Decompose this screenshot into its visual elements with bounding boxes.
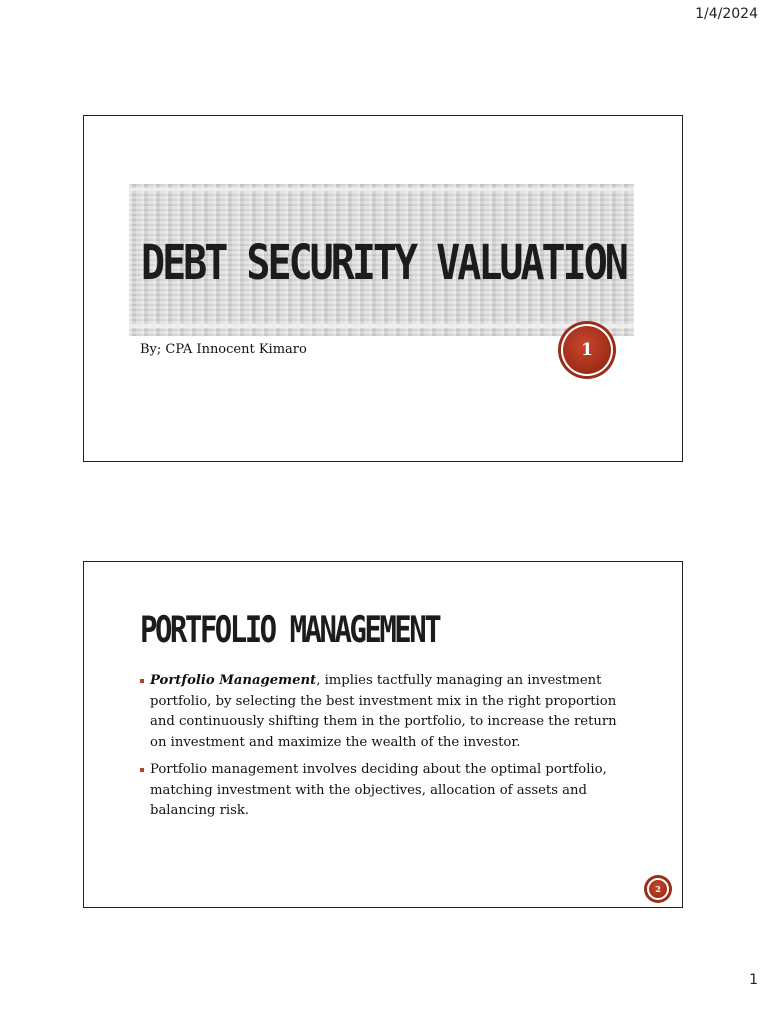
slide-1-subtitle: By; CPA Innocent Kimaro <box>140 342 307 357</box>
slide-1 <box>83 115 683 462</box>
slide-2 <box>83 561 683 908</box>
page-number: 1 <box>749 972 758 988</box>
bullet-list <box>140 671 630 829</box>
slide-number-badge: 2 <box>647 878 669 900</box>
bullet-item-1 <box>140 671 630 753</box>
bullet-term: Portfolio Management <box>150 673 317 688</box>
bullet-text: , implies tactfully managing an investment portfolio, by selecting the best investment mix in the right proportion and continuously shifting them in the portfolio, to increase the return on investment and maximize the wealth of the investor. <box>150 673 617 750</box>
bullet-item-2 <box>140 760 630 822</box>
slide-2-title: PORTFOLIO MANAGEMENT <box>140 608 440 651</box>
slide-1-title: DEBT SECURITY VALUATION <box>141 236 626 292</box>
banner-stripe-bottom <box>129 324 634 328</box>
bullet-marker <box>140 768 144 772</box>
bullet-marker <box>140 679 144 683</box>
page-date: 1/4/2024 <box>695 6 758 22</box>
bullet-text: Portfolio management involves deciding about the optimal portfolio, matching investment with the objectives, allocation of assets and balancing risk. <box>150 762 607 818</box>
title-banner <box>129 184 634 336</box>
slide-number-badge: 1 <box>561 324 613 376</box>
banner-stripe-top <box>129 188 634 191</box>
